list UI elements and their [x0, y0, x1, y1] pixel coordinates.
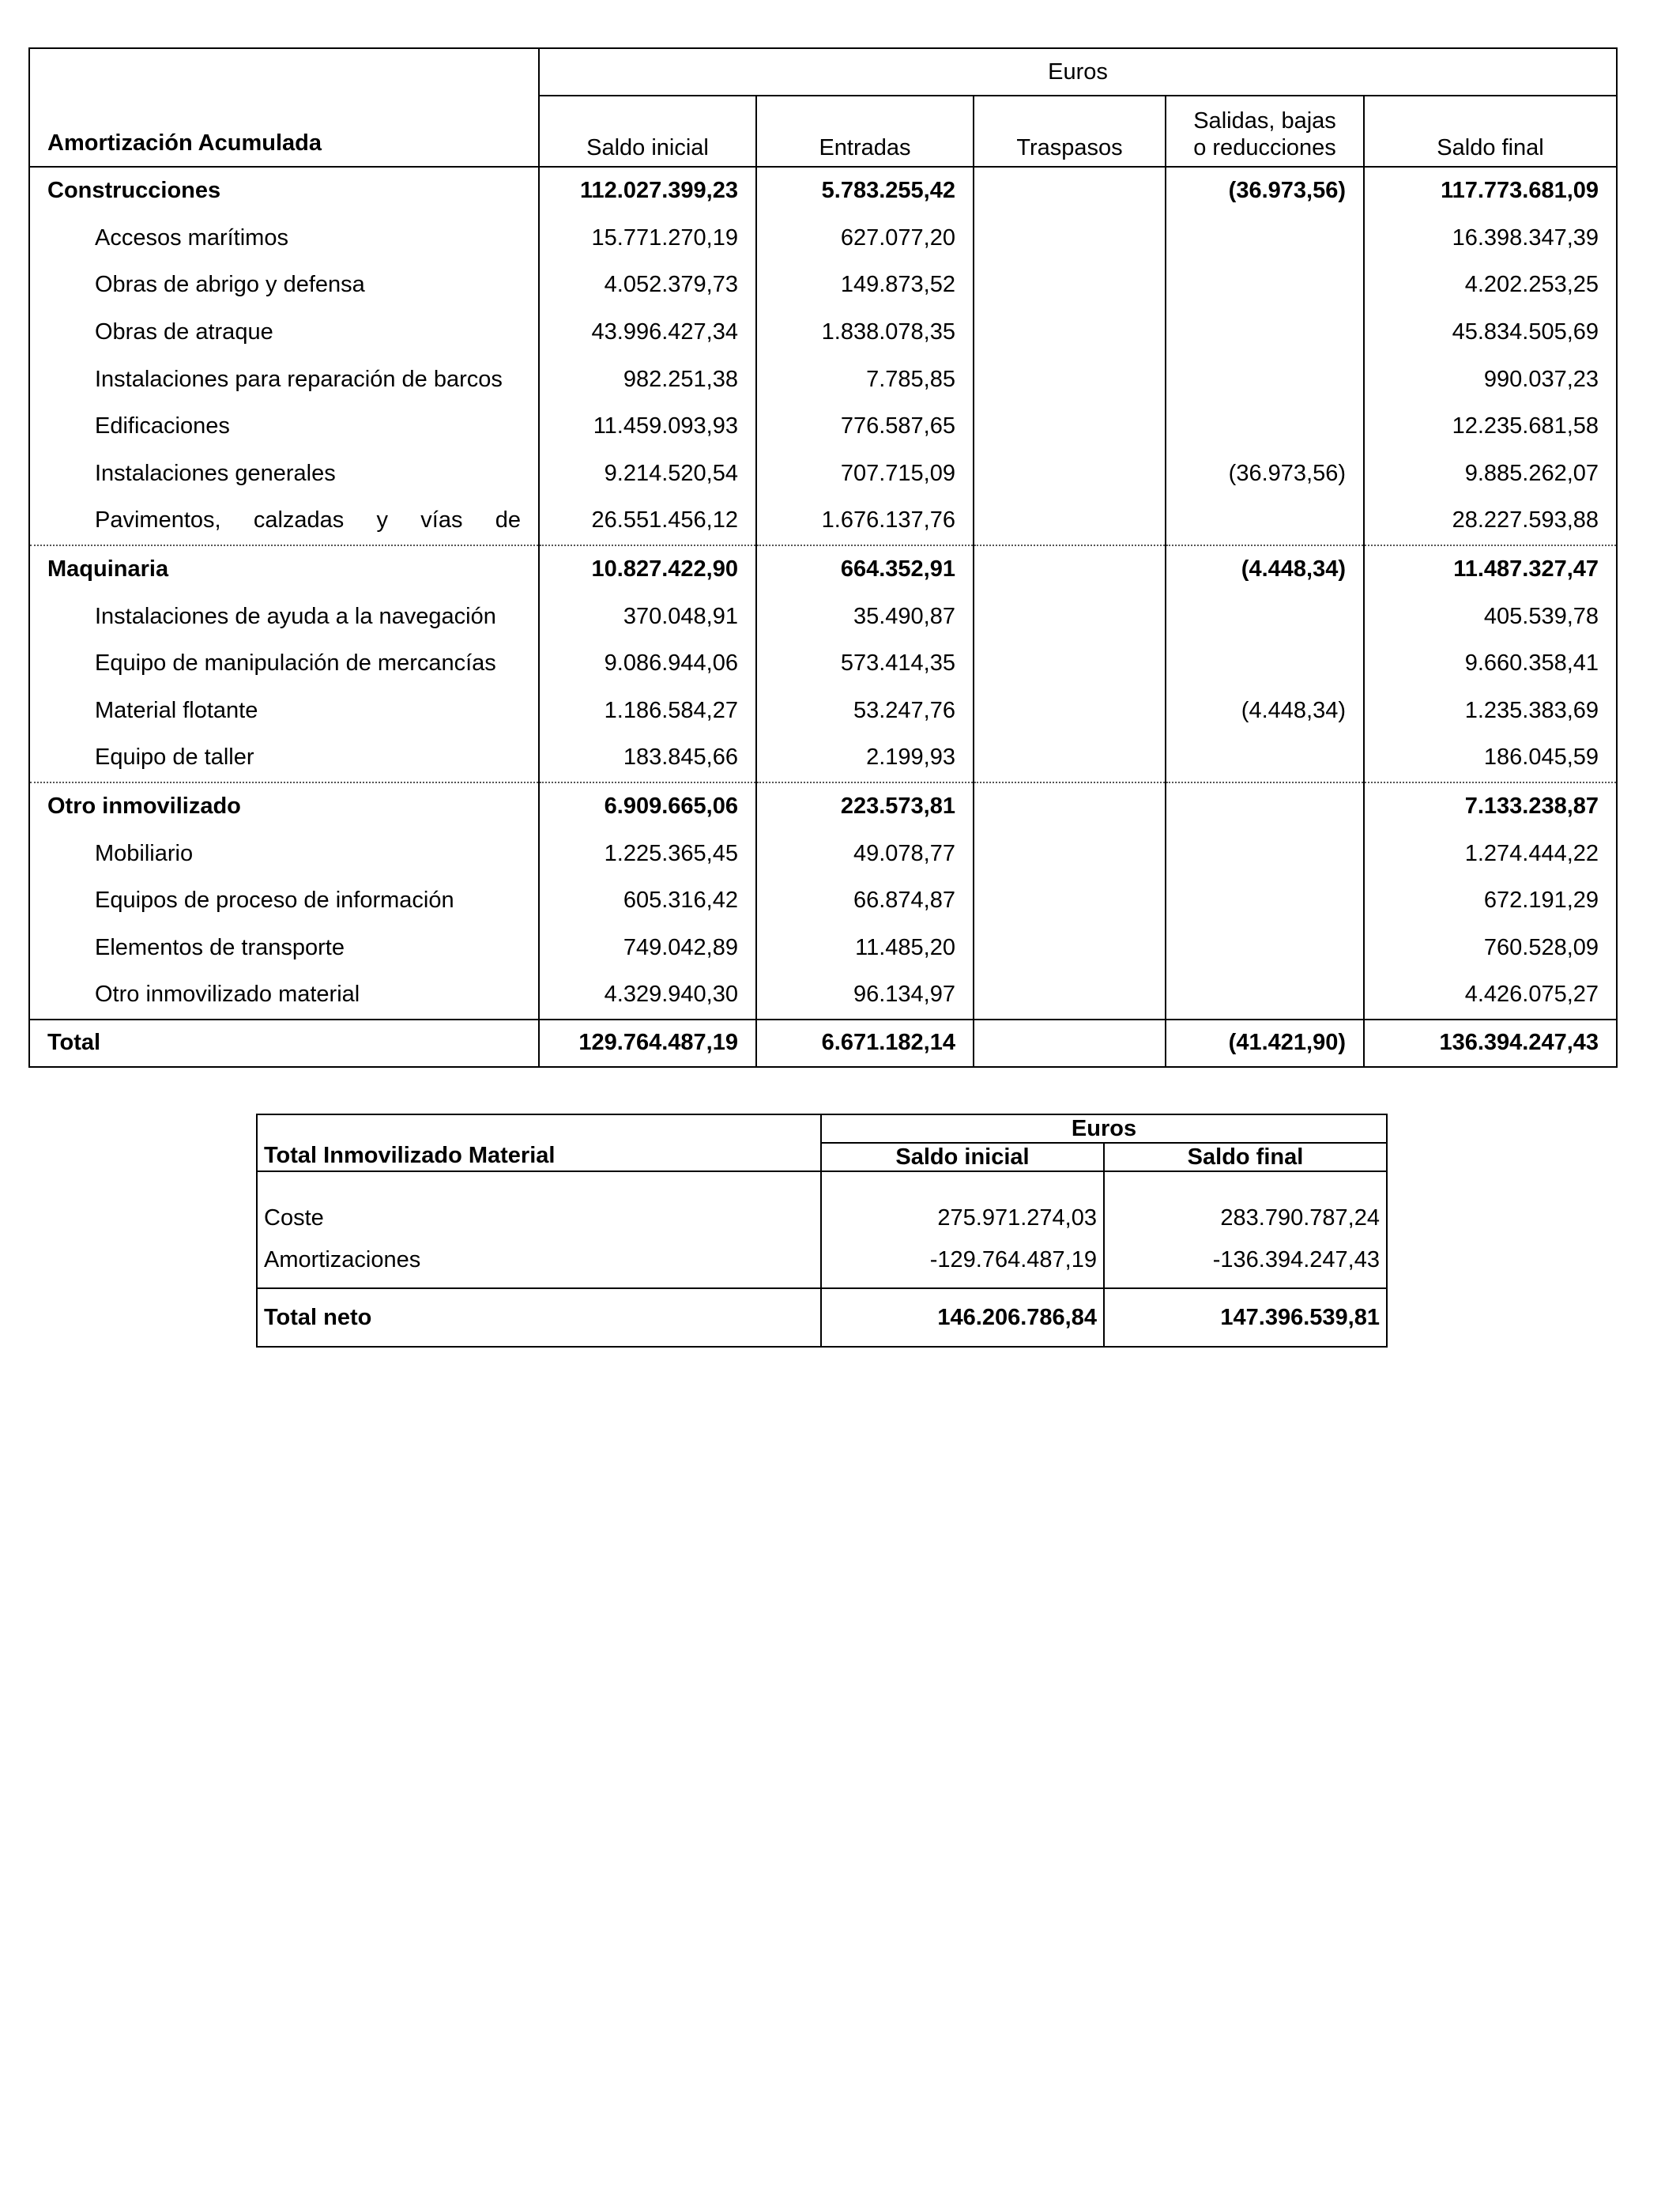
- group-value-saldo-final: 117.773.681,09: [1364, 167, 1617, 215]
- row-value-salidas: [1166, 925, 1364, 972]
- row-label: Otro inmovilizado material: [95, 982, 360, 1008]
- group-label: Construcciones: [29, 167, 539, 215]
- table-row: [29, 215, 1617, 262]
- row-value-traspasos: [974, 497, 1166, 545]
- row-value-entradas: 35.490,87: [756, 593, 974, 640]
- row-value-saldo-inicial: 9.086.944,06: [539, 640, 756, 688]
- group-value-entradas: 664.352,91: [756, 545, 974, 594]
- group-value-traspasos: [974, 167, 1166, 215]
- row-value-traspasos: [974, 734, 1166, 782]
- group-row: [29, 545, 1617, 594]
- row-value-saldo-inicial: 1.225.365,45: [539, 830, 756, 877]
- amortizacion-table: [28, 47, 1618, 1068]
- row-value-saldo-final: 9.660.358,41: [1364, 640, 1617, 688]
- row-value-entradas: 11.485,20: [756, 925, 974, 972]
- row-value-salidas: [1166, 734, 1364, 782]
- row-value-salidas: [1166, 877, 1364, 925]
- row-value-traspasos: [974, 640, 1166, 688]
- group-value-traspasos: [974, 545, 1166, 594]
- table-row: [29, 640, 1617, 688]
- row-value-traspasos: [974, 971, 1166, 1020]
- table-row: [29, 309, 1617, 356]
- row-label: Equipo de manipulación de mercancías: [95, 650, 496, 677]
- table-row: [29, 450, 1617, 498]
- row-value-traspasos: [974, 403, 1166, 450]
- row-header-label: Amortización Acumulada: [47, 130, 322, 156]
- row-value-entradas: 7.785,85: [756, 356, 974, 403]
- group-value-saldo-final: 11.487.327,47: [1364, 545, 1617, 594]
- row-value-salidas: [1166, 830, 1364, 877]
- row-value-entradas: 66.874,87: [756, 877, 974, 925]
- row-value-saldo-final: 672.191,29: [1364, 877, 1617, 925]
- row-value-traspasos: [974, 356, 1166, 403]
- t2-currency-header: Euros: [821, 1114, 1387, 1143]
- row-label: Accesos marítimos: [95, 224, 288, 251]
- table-row: [29, 971, 1617, 1020]
- total-row: [29, 1020, 1617, 1067]
- col-header-salidas-line2: o reducciones: [1193, 135, 1336, 160]
- table-row: [29, 734, 1617, 782]
- t2-total-row: [257, 1288, 1387, 1347]
- col-header-saldo-final: Saldo final: [1364, 96, 1617, 167]
- group-label: Otro inmovilizado: [29, 782, 539, 831]
- t2-label: Coste: [264, 1205, 324, 1231]
- row-value-salidas: (36.973,56): [1166, 450, 1364, 498]
- row-value-entradas: 1.838.078,35: [756, 309, 974, 356]
- row-value-saldo-inicial: 9.214.520,54: [539, 450, 756, 498]
- table-row: [29, 925, 1617, 972]
- row-value-salidas: [1166, 403, 1364, 450]
- row-label: Instalaciones para reparación de barcos: [95, 366, 503, 392]
- currency-header: Euros: [539, 48, 1617, 96]
- table-row: [29, 356, 1617, 403]
- col-header-traspasos: Traspasos: [974, 96, 1166, 167]
- row-value-salidas: [1166, 497, 1364, 545]
- t2-row-header: Total Inmovilizado Material: [264, 1143, 556, 1168]
- row-value-entradas: 96.134,97: [756, 971, 974, 1020]
- row-value-saldo-final: 12.235.681,58: [1364, 403, 1617, 450]
- row-value-salidas: [1166, 356, 1364, 403]
- row-value-saldo-final: 9.885.262,07: [1364, 450, 1617, 498]
- row-value-traspasos: [974, 925, 1166, 972]
- row-value-saldo-inicial: 43.996.427,34: [539, 309, 756, 356]
- row-value-salidas: [1166, 215, 1364, 262]
- row-value-traspasos: [974, 593, 1166, 640]
- row-value-traspasos: [974, 309, 1166, 356]
- row-label: Elementos de transporte: [95, 934, 345, 960]
- table-row: [29, 593, 1617, 640]
- total-inmovilizado-table: [256, 1114, 1388, 1348]
- row-label: Equipo de taller: [95, 745, 254, 771]
- col-header-entradas: Entradas: [756, 96, 974, 167]
- row-value-saldo-inicial: 370.048,91: [539, 593, 756, 640]
- row-value-saldo-final: 760.528,09: [1364, 925, 1617, 972]
- t2-value: 283.790.787,24: [1104, 1171, 1387, 1233]
- group-row: [29, 782, 1617, 831]
- row-value-saldo-final: 28.227.593,88: [1364, 497, 1617, 545]
- row-value-traspasos: [974, 688, 1166, 735]
- row-value-entradas: 776.587,65: [756, 403, 974, 450]
- total-salidas: (41.421,90): [1166, 1020, 1364, 1067]
- group-value-salidas: [1166, 782, 1364, 831]
- total-label: Total: [29, 1020, 539, 1067]
- t2-value: -136.394.247,43: [1104, 1233, 1387, 1288]
- row-value-saldo-inicial: 1.186.584,27: [539, 688, 756, 735]
- table-row: [29, 688, 1617, 735]
- table-row: [29, 830, 1617, 877]
- group-value-salidas: (4.448,34): [1166, 545, 1364, 594]
- group-value-entradas: 223.573,81: [756, 782, 974, 831]
- row-value-saldo-inicial: 4.052.379,73: [539, 262, 756, 309]
- row-value-entradas: 573.414,35: [756, 640, 974, 688]
- t2-col-saldo-final: Saldo final: [1104, 1143, 1387, 1171]
- group-value-salidas: (36.973,56): [1166, 167, 1364, 215]
- group-value-traspasos: [974, 782, 1166, 831]
- table-row: [29, 262, 1617, 309]
- group-label: Maquinaria: [29, 545, 539, 594]
- t2-total-label: Total neto: [264, 1304, 372, 1330]
- row-value-saldo-inicial: 183.845,66: [539, 734, 756, 782]
- row-value-saldo-final: 186.045,59: [1364, 734, 1617, 782]
- row-value-traspasos: [974, 877, 1166, 925]
- row-value-salidas: (4.448,34): [1166, 688, 1364, 735]
- row-value-saldo-final: 4.426.075,27: [1364, 971, 1617, 1020]
- row-label: Obras de abrigo y defensa: [95, 272, 365, 298]
- row-value-saldo-final: 45.834.505,69: [1364, 309, 1617, 356]
- row-value-saldo-final: 1.274.444,22: [1364, 830, 1617, 877]
- table-row: [29, 497, 1617, 545]
- row-value-saldo-inicial: 11.459.093,93: [539, 403, 756, 450]
- row-label: Edificaciones: [95, 413, 230, 439]
- row-value-entradas: 53.247,76: [756, 688, 974, 735]
- total-traspasos: [974, 1020, 1166, 1067]
- t2-value: 275.971.274,03: [821, 1171, 1104, 1233]
- group-value-saldo-inicial: 112.027.399,23: [539, 167, 756, 215]
- row-value-saldo-final: 405.539,78: [1364, 593, 1617, 640]
- group-row: [29, 167, 1617, 215]
- t2-col-saldo-inicial: Saldo inicial: [821, 1143, 1104, 1171]
- col-header-saldo-inicial: Saldo inicial: [539, 96, 756, 167]
- row-value-saldo-final: 4.202.253,25: [1364, 262, 1617, 309]
- total-saldo-final: 136.394.247,43: [1364, 1020, 1617, 1067]
- row-value-entradas: 2.199,93: [756, 734, 974, 782]
- row-label: Pavimentos, calzadas y vías de: [95, 507, 521, 533]
- group-value-saldo-inicial: 6.909.665,06: [539, 782, 756, 831]
- row-value-saldo-inicial: 982.251,38: [539, 356, 756, 403]
- row-value-saldo-final: 1.235.383,69: [1364, 688, 1617, 735]
- group-value-saldo-inicial: 10.827.422,90: [539, 545, 756, 594]
- row-value-saldo-inicial: 605.316,42: [539, 877, 756, 925]
- t2-row-coste: [257, 1171, 1387, 1233]
- row-value-salidas: [1166, 262, 1364, 309]
- row-value-salidas: [1166, 640, 1364, 688]
- t2-row-amortizaciones: [257, 1233, 1387, 1288]
- row-label: Instalaciones de ayuda a la navegación: [95, 603, 496, 629]
- row-value-salidas: [1166, 593, 1364, 640]
- row-value-traspasos: [974, 262, 1166, 309]
- row-label: Obras de atraque: [95, 319, 273, 345]
- row-value-saldo-inicial: 4.329.940,30: [539, 971, 756, 1020]
- row-value-entradas: 1.676.137,76: [756, 497, 974, 545]
- row-value-entradas: 627.077,20: [756, 215, 974, 262]
- row-value-traspasos: [974, 215, 1166, 262]
- row-value-salidas: [1166, 309, 1364, 356]
- t2-label: Amortizaciones: [264, 1247, 421, 1272]
- row-value-saldo-inicial: 26.551.456,12: [539, 497, 756, 545]
- group-value-saldo-final: 7.133.238,87: [1364, 782, 1617, 831]
- row-value-saldo-final: 990.037,23: [1364, 356, 1617, 403]
- t2-total-saldo-inicial: 146.206.786,84: [821, 1288, 1104, 1347]
- t2-total-saldo-final: 147.396.539,81: [1104, 1288, 1387, 1347]
- row-value-saldo-inicial: 749.042,89: [539, 925, 756, 972]
- total-entradas: 6.671.182,14: [756, 1020, 974, 1067]
- row-value-entradas: 707.715,09: [756, 450, 974, 498]
- t2-value: -129.764.487,19: [821, 1233, 1104, 1288]
- row-value-traspasos: [974, 450, 1166, 498]
- row-label: Equipos de proceso de información: [95, 888, 454, 914]
- row-value-entradas: 49.078,77: [756, 830, 974, 877]
- col-header-salidas: [1166, 96, 1364, 167]
- row-label: Mobiliario: [95, 840, 194, 866]
- row-value-salidas: [1166, 971, 1364, 1020]
- col-header-salidas-line1: Salidas, bajas: [1193, 108, 1336, 134]
- table-row: [29, 877, 1617, 925]
- row-label: Material flotante: [95, 697, 258, 723]
- total-saldo-inicial: 129.764.487,19: [539, 1020, 756, 1067]
- row-value-saldo-final: 16.398.347,39: [1364, 215, 1617, 262]
- row-value-entradas: 149.873,52: [756, 262, 974, 309]
- table-row: [29, 403, 1617, 450]
- row-value-traspasos: [974, 830, 1166, 877]
- group-value-entradas: 5.783.255,42: [756, 167, 974, 215]
- row-value-saldo-inicial: 15.771.270,19: [539, 215, 756, 262]
- row-label: Instalaciones generales: [95, 460, 336, 486]
